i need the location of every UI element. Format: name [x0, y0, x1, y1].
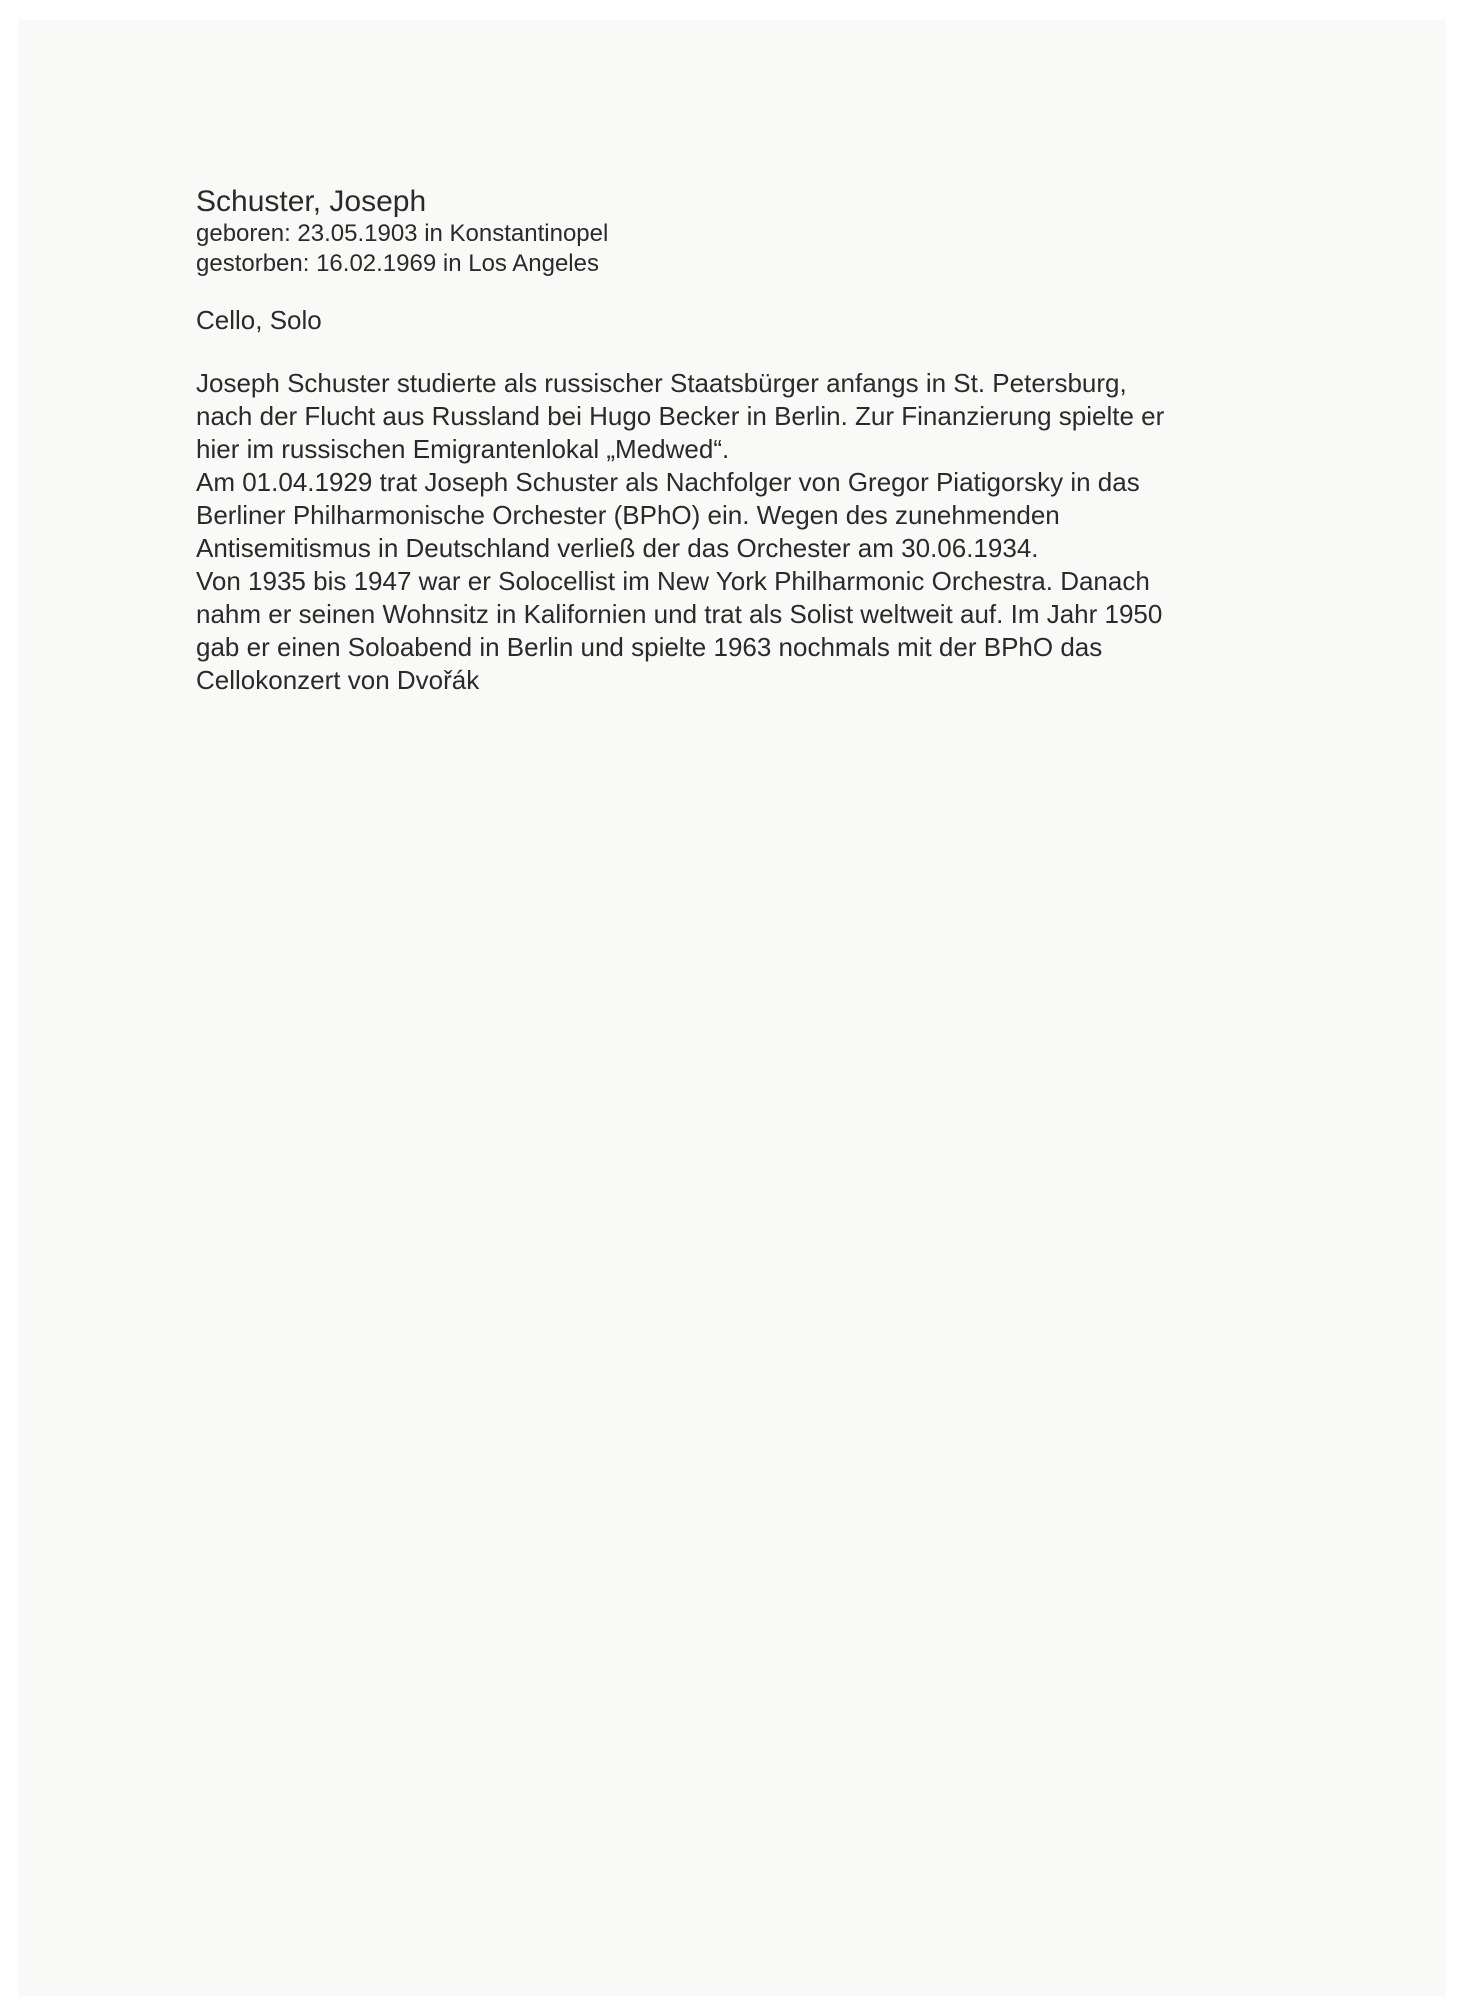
biography-line: Joseph Schuster studierte als russischer Staatsbürger anfangs in St. Petersburg,	[196, 368, 1127, 398]
biography-line: gab er einen Soloabend in Berlin und spielte 1963 nochmals mit der BPhO das	[196, 632, 1103, 662]
biography-line: Antisemitismus in Deutschland verließ der das Orchester am 30.06.1934.	[196, 533, 1039, 563]
biography-line: nahm er seinen Wohnsitz in Kalifornien und trat als Solist weltweit auf. Im Jahr 1950	[196, 599, 1163, 629]
instrument-position: Cello, Solo	[196, 305, 322, 335]
scanned-page	[18, 20, 1446, 1996]
biography-line: Cellokonzert von Dvořák	[196, 665, 480, 695]
biography	[196, 367, 1316, 697]
biography-line: hier im russischen Emigrantenlokal „Medwed“.	[196, 434, 730, 464]
biography-line: Am 01.04.1929 trat Joseph Schuster als Nachfolger von Gregor Piatigorsky in das	[196, 467, 1140, 497]
person-name: Schuster, Joseph	[196, 185, 427, 218]
biography-line: Von 1935 bis 1947 war er Solocellist im New York Philharmonic Orchestra. Danach	[196, 566, 1150, 596]
biography-line: Berliner Philharmonische Orchester (BPhO) ein. Wegen des zunehmenden	[196, 500, 1060, 530]
biography-line: nach der Flucht aus Russland bei Hugo Becker in Berlin. Zur Finanzierung spielte er	[196, 401, 1165, 431]
birth-info: geboren: 23.05.1903 in Konstantinopel	[196, 220, 609, 247]
death-info: gestorben: 16.02.1969 in Los Angeles	[196, 250, 599, 277]
document-body	[196, 185, 1316, 697]
